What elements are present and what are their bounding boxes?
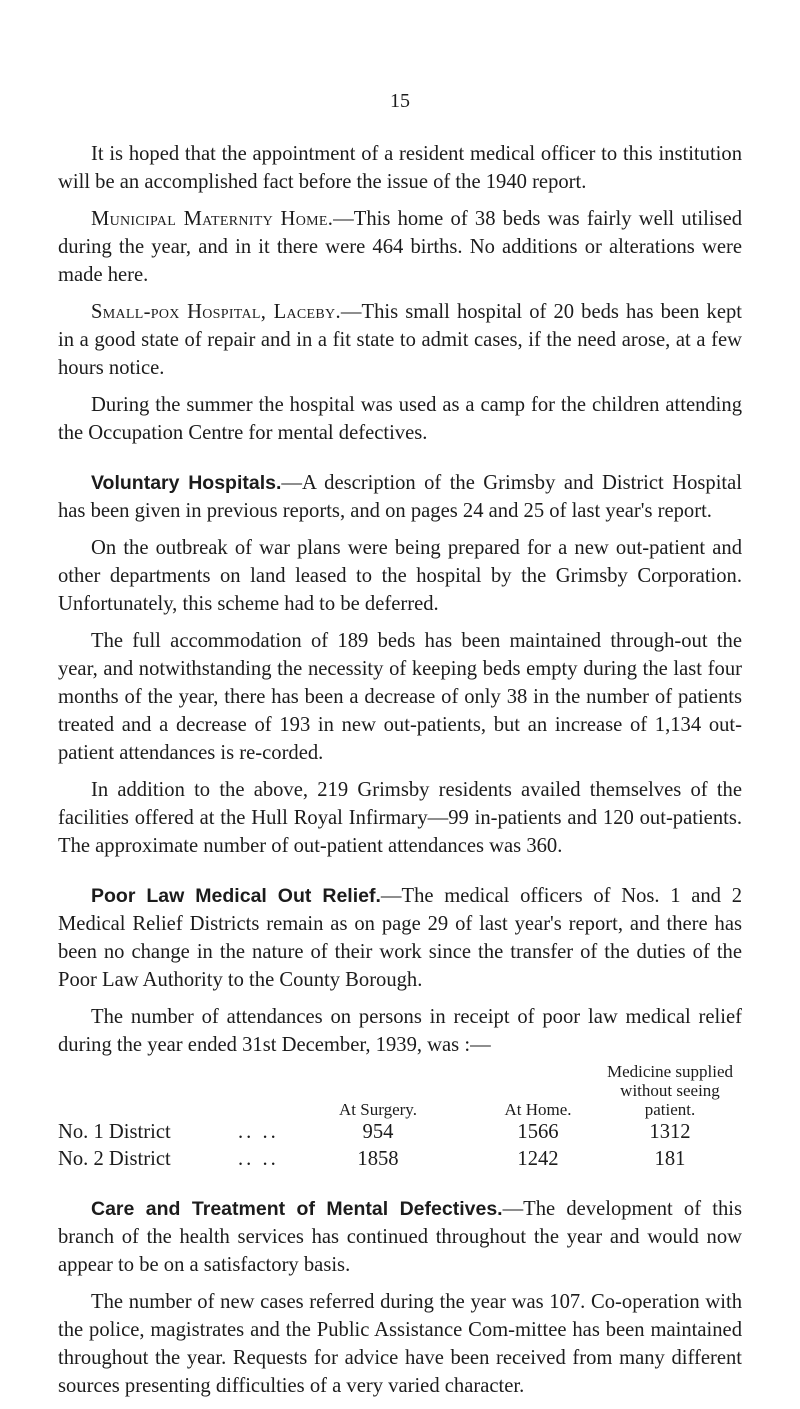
paragraph-accommodation: The full accommodation of 189 beds has been maintained through-out the year, and notwithstanding the necessity of keeping beds empty during the last four months of the year, there has been a decrease of only 38 in the number of patients treated and a decrease of 193 in new out-patients, but an increase of 1,134 out-patient attendances is re-corded. bbox=[58, 630, 742, 764]
heading-smallpox-hospital: Small-pox Hospital, Laceby. bbox=[91, 301, 341, 323]
dot-leader: .. .. bbox=[238, 1148, 279, 1170]
heading-voluntary-hospitals: Voluntary Hospitals. bbox=[91, 472, 282, 494]
paragraph-mental-defectives bbox=[58, 1195, 742, 1279]
relief-attendance-table bbox=[58, 1059, 742, 1173]
text-smallpox-hospital: —This small hospital of 20 beds has been kept in a good state of repair and in a fit state to admit cases, if the need arose, at a few hours notice. bbox=[58, 301, 743, 379]
table-row bbox=[58, 1146, 742, 1173]
table-header bbox=[58, 1059, 742, 1119]
header-at-home: At Home. bbox=[504, 1100, 572, 1119]
paragraph-maternity-home bbox=[58, 205, 742, 289]
dot-leader: .. .. bbox=[238, 1121, 279, 1143]
cell-at-surgery: 954 bbox=[362, 1121, 394, 1143]
cell-at-home: 1566 bbox=[517, 1121, 559, 1143]
header-at-surgery: At Surgery. bbox=[339, 1100, 417, 1119]
text-mental-defectives: —The development of this branch of the health services has continued throughout the year and would now appear to be on a satisfactory basis. bbox=[58, 1198, 742, 1276]
paragraph-resident-officer: It is hoped that the appointment of a resident medical officer to this institution will be an accomplished fact before the issue of the 1940 report. bbox=[58, 143, 742, 193]
text-maternity-home: —This home of 38 beds was fairly well utilised during the year, and in it there were 464 births. No additions or alterations were made here. bbox=[58, 208, 743, 286]
cell-medicine-supplied: 1312 bbox=[649, 1121, 691, 1143]
cell-at-surgery: 1858 bbox=[357, 1148, 399, 1170]
cell-medicine-supplied: 181 bbox=[654, 1148, 686, 1170]
paragraph-new-cases: The number of new cases referred during the year was 107. Co-operation with the police, magistrates and the Public Assistance Com-mittee has been maintained throughout the year. Requests for advice have been received from many different sources presenting difficulties of a very varied character. bbox=[58, 1291, 742, 1397]
paragraph-smallpox-hospital bbox=[58, 298, 742, 382]
table-row bbox=[58, 1119, 742, 1146]
paragraph-poor-law bbox=[58, 882, 742, 994]
document-body bbox=[58, 140, 742, 1409]
heading-mental-defectives: Care and Treatment of Mental Defectives. bbox=[91, 1198, 503, 1220]
paragraph-voluntary-hospitals bbox=[58, 469, 742, 525]
heading-poor-law: Poor Law Medical Out Relief. bbox=[91, 885, 381, 907]
cell-at-home: 1242 bbox=[517, 1148, 559, 1170]
paragraph-attendances-intro: The number of attendances on persons in receipt of poor law medical relief during the year ended 31st December, 1939, was :— bbox=[58, 1006, 742, 1056]
paragraph-war-outbreak: On the outbreak of war plans were being prepared for a new out-patient and other departments on land leased to the hospital by the Grimsby Corporation. Unfortunately, this scheme had to be deferred. bbox=[58, 537, 742, 615]
text-poor-law: —The medical officers of Nos. 1 and 2 Medical Relief Districts remain as on page 29 of last year's report, and there has been no change in the nature of their work since the transfer of the duties of the Poor Law Authority to the County Borough. bbox=[58, 885, 742, 991]
paragraph-hull-infirmary: In addition to the above, 219 Grimsby residents availed themselves of the facilities offered at the Hull Royal Infirmary—99 in-patients and 120 out-patients. The approximate number of out-patient attendances was 360. bbox=[58, 779, 742, 857]
row-label: No. 2 District bbox=[58, 1148, 171, 1170]
header-medicine-supplied: Medicine supplied without seeing patient. bbox=[606, 1062, 734, 1119]
paragraph-summer-camp: During the summer the hospital was used as a camp for the children attending the Occupation Centre for mental defectives. bbox=[58, 394, 742, 444]
row-label: No. 1 District bbox=[58, 1121, 171, 1143]
heading-maternity-home: Municipal Maternity Home. bbox=[91, 208, 334, 230]
text-voluntary-hospitals: —A description of the Grimsby and District Hospital has been given in previous reports, and on pages 24 and 25 of last year's report. bbox=[58, 472, 742, 522]
page-number: 15 bbox=[390, 90, 410, 112]
